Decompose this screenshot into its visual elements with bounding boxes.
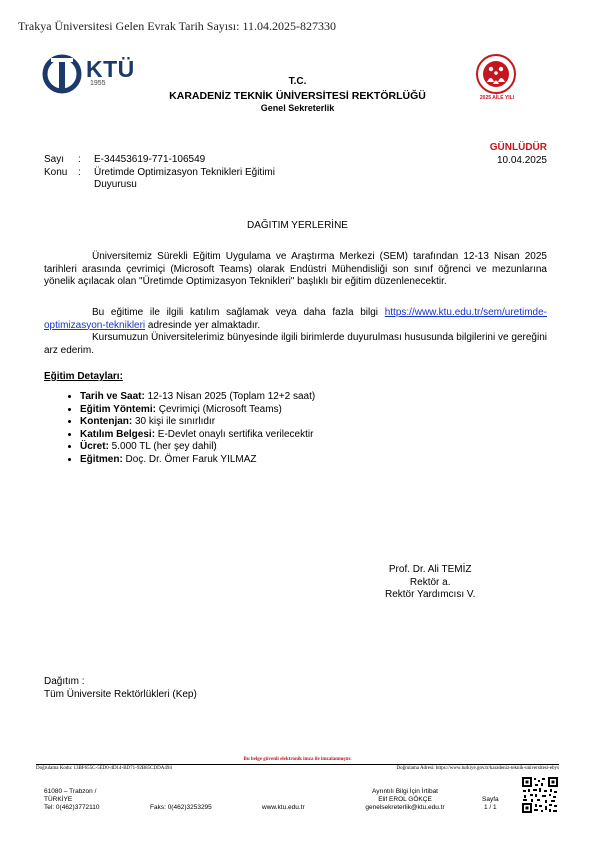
sayi-value: E-34453619-771-106549 xyxy=(94,154,206,165)
detail-item xyxy=(80,429,315,442)
ktu-logo xyxy=(42,54,142,94)
header-tc: T.C. xyxy=(288,76,307,87)
signer-name: Prof. Dr. Ali TEMİZ xyxy=(388,564,472,575)
detail-value: Doç. Dr. Ömer Faruk YILMAZ xyxy=(122,453,257,465)
sayi-row xyxy=(44,154,205,165)
detail-label: Katılım Belgesi: xyxy=(80,428,156,440)
detail-value: E-Devlet onaylı sertifika verilecektir xyxy=(155,428,314,440)
fax: Faks: 0(462)3253295 xyxy=(150,804,212,811)
detail-item xyxy=(80,404,315,417)
body-paragraph-1-text: Üniversitemiz Sürekli Eğitim Uygulama ve Araştırma Merkezi (SEM) tarafından 12-13 Nisan 2025 tarihleri arasında çevrimiçi (Microsoft Teams) olarak Endüstri Mühendisliği son sınıf öğrenci ve mezunlarına yönelik açılacak olan "Üretimde Optimizasyon Teknikleri" başlıklı bir eğitim düzenlenecektir. xyxy=(44,251,547,287)
secure-signature-note: Bu belge güvenli elektronik imza ile imzalanmıştır. xyxy=(243,757,352,762)
body-paragraph-2 xyxy=(44,307,547,332)
body-paragraph-2-pre: Bu eğitime ile ilgili katılım sağlamak veya daha fazla bilgi xyxy=(92,307,385,318)
contact-heading: Ayrıntılı Bilgi İçin İrtibat xyxy=(372,788,438,795)
family-year-emblem-icon xyxy=(470,52,522,96)
detail-value: Çevrimiçi (Microsoft Teams) xyxy=(155,403,282,415)
detail-item xyxy=(80,441,315,454)
details-list xyxy=(62,391,315,466)
sayi-label: Sayı xyxy=(44,154,65,165)
detail-label: Tarih ve Saat: xyxy=(80,391,145,402)
detail-label: Eğitim Yöntemi: xyxy=(80,403,156,415)
distribution-block xyxy=(44,676,197,701)
page-block xyxy=(482,796,499,812)
verification-address: Doğrulama Adresi: https://www.turkiye.gov.tr/karadeniz-teknik-universitesi-ebys xyxy=(396,766,559,771)
konu-value-line2: Duyurusu xyxy=(94,179,137,190)
signer-title-2: Rektör Yardımcısı V. xyxy=(385,589,476,600)
urgency-label: GÜNLÜDÜR xyxy=(489,142,547,153)
signature-block xyxy=(385,564,475,602)
konu-label: Konu xyxy=(44,167,68,178)
phone: Tel: 0(462)3772110 xyxy=(44,804,100,811)
footer-divider xyxy=(36,764,559,765)
training-link[interactable]: https://www.ktu.edu.tr/sem/uretimde-optimizasyon-teknikleri xyxy=(44,307,547,331)
sayi-colon: : xyxy=(78,154,81,165)
ktu-emblem-icon xyxy=(42,54,86,94)
konu-colon: : xyxy=(78,167,81,178)
incoming-document-stamp: Trakya Üniversitesi Gelen Evrak Tarih Sayısı: 11.04.2025-827330 xyxy=(18,19,337,33)
detail-label: Kontenjan: xyxy=(80,416,133,427)
verification-code: Doğrulama Kodu: 13BF655C-5ED0-4D14-BD71-92B85CDDA494 xyxy=(36,766,172,771)
body-paragraph-3-text: Kursumuzun Üniversitelerimiz bünyesinde ilgili birimlerde duyurulması hususunda bilgilerini ve gereğini arz ederim. xyxy=(44,332,547,356)
detail-item xyxy=(80,391,315,404)
qr-code-icon xyxy=(521,776,559,814)
detail-label: Ücret: xyxy=(80,441,109,452)
contact-name: Elif EROL GÖKÇE xyxy=(378,796,432,803)
family-year-text: 2025 AİLE YILI xyxy=(479,95,515,101)
detail-item xyxy=(80,416,315,429)
detail-label: Eğitmen: xyxy=(80,453,123,465)
detail-value: 30 kişi ile sınırlıdır xyxy=(132,416,216,427)
page-label: Sayfa xyxy=(482,796,499,803)
distribution-value: Tüm Üniversite Rektörlükleri (Kep) xyxy=(44,688,197,700)
header-university: KARADENİZ TEKNİK ÜNİVERSİTESİ REKTÖRLÜĞÜ xyxy=(169,90,426,102)
body-paragraph-3 xyxy=(44,332,547,357)
address-line-2: TÜRKİYE xyxy=(44,796,73,803)
contact-email: genelsekreterlik@ktu.edu.tr xyxy=(365,804,445,811)
detail-value: 12-13 Nisan 2025 (Toplam 12+2 saat) xyxy=(144,391,316,402)
address-line-1: 61080 – Trabzon / xyxy=(44,788,97,795)
contact-block xyxy=(345,788,465,812)
body-paragraph-1 xyxy=(44,251,547,289)
detail-value: 5.000 TL (her şey dahil) xyxy=(108,441,217,452)
header-department: Genel Sekreterlik xyxy=(260,103,335,113)
konu-value-line1: Üretimde Optimizasyon Teknikleri Eğitimi xyxy=(94,167,275,178)
detail-item xyxy=(80,454,315,467)
ktu-logo-year: 1955 xyxy=(90,80,106,87)
distribution-label: Dağıtım : xyxy=(44,676,85,687)
body-paragraph-2-post: adresinde yer almaktadır. xyxy=(145,319,261,331)
konu-row xyxy=(44,167,275,178)
page-value: 1 / 1 xyxy=(483,804,497,811)
footer-address xyxy=(44,788,100,812)
ktu-logo-text: KTÜ xyxy=(86,56,135,82)
signer-title-1: Rektör a. xyxy=(409,576,451,588)
distribution-heading: DAĞITIM YERLERİNE xyxy=(247,220,348,231)
details-heading: Eğitim Detayları: xyxy=(44,371,123,382)
document-date: 10.04.2025 xyxy=(496,155,547,166)
website: www.ktu.edu.tr xyxy=(262,804,305,811)
